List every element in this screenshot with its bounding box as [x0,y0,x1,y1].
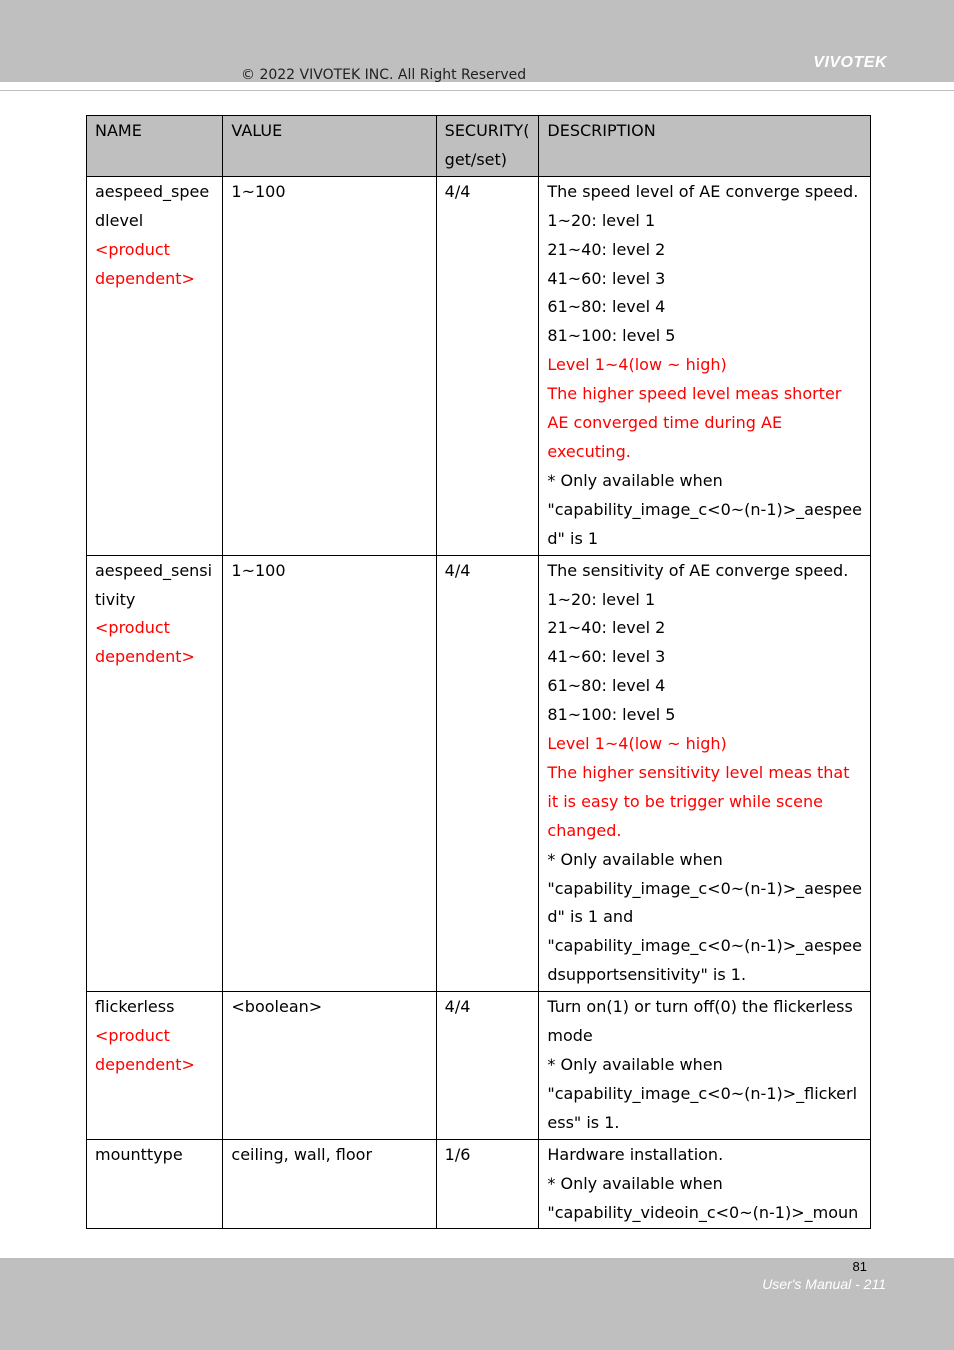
brand-logo-text: VIVOTEK [813,54,887,71]
table-header-row [87,116,871,177]
description-note-red: The higher sensitivity level meas that [547,762,850,782]
product-dependent-note: dependent> [95,268,195,288]
description-note-red: it is easy to be trigger while scene [547,791,823,811]
description-line: 1~20: level 1 [547,210,656,230]
parameter-value-text: 1~100 [231,181,286,201]
column-header-description: DESCRIPTION [539,116,871,177]
cell-name [87,555,223,992]
table-row [87,555,871,992]
parameter-name-text: dlevel [95,210,144,230]
cell-security [436,555,539,992]
description-note-red: executing. [547,441,631,461]
column-header-name: NAME [87,116,223,177]
description-line: * Only available when [547,1055,723,1074]
description-line: 81~100: level 5 [547,326,676,346]
description-line: 81~100: level 5 [547,705,676,725]
column-header-security: SECURITY( get/set) [436,116,539,177]
cell-name [87,176,223,555]
description-line: 41~60: level 3 [547,268,666,288]
description-note-red: The higher speed level meas shorter [547,384,842,404]
security-level-text: 1/6 [444,1144,471,1164]
description-line: "capability_videoin_c<0~(n-1)>_moun [547,1202,859,1222]
description-line: Hardware installation. [547,1144,724,1164]
product-dependent-note: dependent> [95,647,195,667]
description-line: "capability_image_c<0~(n-1)>_aespee [547,499,862,519]
description-line: The sensitivity of AE converge speed. [547,560,849,580]
cell-description [539,176,871,555]
description-line: mode [547,1026,593,1046]
column-header-value: VALUE [223,116,436,177]
description-line: 21~40: level 2 [547,239,666,259]
description-note-red: changed. [547,820,622,840]
table-row [87,992,871,1140]
table-row [87,176,871,555]
header-divider [0,90,954,91]
product-dependent-note: <product [95,1026,170,1046]
parameter-value-text: <boolean> [231,997,323,1017]
description-line: dsupportsensitivity" is 1. [547,965,747,985]
description-line: 61~80: level 4 [547,297,666,317]
parameter-name-text: mounttype [95,1144,183,1164]
parameter-name-text: flickerless [95,997,175,1017]
cell-security [436,992,539,1140]
security-level-text: 4/4 [444,181,471,201]
description-line: "capability_image_c<0~(n-1)>_aespee [547,878,862,898]
description-line: * Only available when [547,470,723,490]
description-line: d" is 1 and [547,907,634,927]
cell-value [223,176,436,555]
product-dependent-note: <product [95,618,170,638]
product-dependent-note: dependent> [95,1055,195,1074]
description-line: 21~40: level 2 [547,618,666,638]
description-line: ess" is 1. [547,1112,620,1132]
cell-description [539,992,871,1140]
description-line: "capability_image_c<0~(n-1)>_aespee [547,936,862,956]
description-line: 61~80: level 4 [547,676,666,696]
cell-security [436,1139,539,1229]
table-body [87,176,871,1229]
footer-band [0,1258,954,1350]
cell-description [539,1139,871,1229]
parameter-table [86,115,871,1229]
description-line: 1~20: level 1 [547,589,656,609]
description-line: * Only available when [547,1173,723,1193]
manual-page-label: User's Manual - 211 [762,1276,886,1292]
parameter-value-text: ceiling, wall, floor [231,1144,373,1164]
cell-security [436,176,539,555]
parameter-name-text: tivity [95,589,136,609]
parameter-value-text: 1~100 [231,560,286,580]
product-dependent-note: <product [95,239,170,259]
cell-description [539,555,871,992]
cell-value [223,992,436,1140]
table-row [87,1139,871,1229]
page-number: 81 [852,1259,867,1274]
cell-name [87,1139,223,1229]
cell-name [87,992,223,1140]
parameter-name-text: aespeed_spee [95,181,210,201]
description-line: Turn on(1) or turn off(0) the flickerless [547,997,853,1017]
cell-value [223,1139,436,1229]
parameter-name-text: aespeed_sensi [95,560,213,580]
description-line: d" is 1 [547,528,599,548]
security-level-text: 4/4 [444,560,471,580]
description-line: "capability_image_c<0~(n-1)>_flickerl [547,1083,858,1103]
copyright-notice: © 2022 VIVOTEK INC. All Right Reserved [241,67,527,83]
description-line: 41~60: level 3 [547,647,666,667]
description-line: The speed level of AE converge speed. [547,181,859,201]
description-line: * Only available when [547,849,723,869]
description-note-red: Level 1~4(low ~ high) [547,355,727,375]
security-level-text: 4/4 [444,997,471,1017]
cell-value [223,555,436,992]
description-note-red: AE converged time during AE [547,413,783,433]
description-note-red: Level 1~4(low ~ high) [547,734,727,754]
